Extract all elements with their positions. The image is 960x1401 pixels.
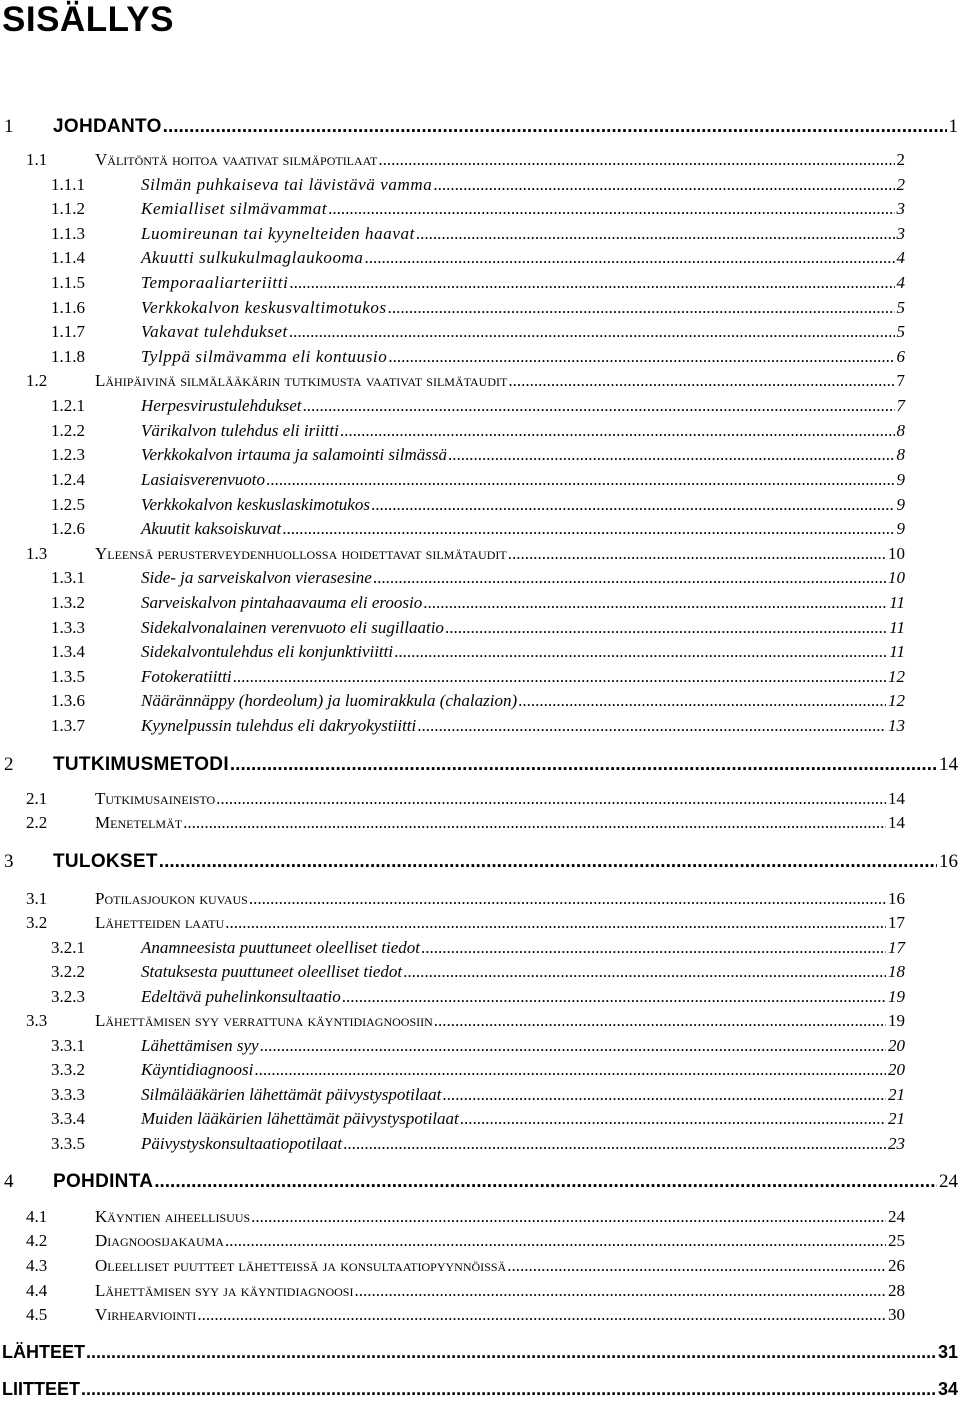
toc-entry-number: 2	[4, 754, 14, 775]
toc-entry-title: Luomireunan tai kyynelteiden haavat	[141, 224, 415, 243]
toc-entry[interactable]	[51, 691, 905, 711]
toc-entry-number: 1.1.6	[51, 298, 85, 317]
toc-entry-page: 28	[888, 1281, 905, 1300]
toc-entry-page: 21	[888, 1085, 905, 1104]
dot-leader	[154, 1171, 937, 1193]
toc-entry-title: Statuksesta puuttuneet oleelliset tiedot	[141, 962, 403, 981]
dot-leader	[183, 813, 886, 833]
toc-entry-number: 3.2	[26, 913, 48, 932]
toc-entry-title: Fotokeratiitti	[141, 667, 232, 686]
toc-entry[interactable]	[51, 519, 905, 539]
toc-entry-page: 21	[888, 1109, 905, 1128]
toc-entry[interactable]	[26, 544, 905, 564]
toc-entry-page: 7	[896, 396, 905, 415]
toc-entry-title: Sidekalvonalainen verenvuoto eli sugillaatio	[141, 618, 444, 637]
toc-entry[interactable]	[51, 495, 905, 515]
toc-entry-page: 23	[888, 1134, 905, 1153]
toc-entry-number: 4.5	[26, 1305, 48, 1324]
toc-entry-page: 5	[896, 322, 905, 341]
toc-entry[interactable]	[4, 116, 958, 138]
toc-entry-title: Lähetteiden laatu	[95, 913, 225, 932]
toc-entry-title: Sarveiskalvon pintahaavauma eli eroosio	[141, 593, 423, 612]
dot-leader	[371, 495, 895, 515]
toc-entry-page: 30	[888, 1305, 905, 1324]
page-title: SISÄLLYS	[2, 0, 174, 39]
dot-leader	[225, 1231, 886, 1251]
toc-entry-page: 20	[888, 1036, 905, 1055]
toc-entry-number: 1.2.2	[51, 421, 85, 440]
toc-entry-page: 12	[888, 691, 905, 710]
dot-leader	[303, 396, 895, 416]
toc-entry[interactable]	[51, 1085, 905, 1105]
toc-entry-title: Lasiaisverenvuoto	[141, 470, 266, 489]
toc-entry-number: 3.3.2	[51, 1060, 85, 1079]
toc-entry-number: 1.1.2	[51, 199, 85, 218]
toc-entry-page: 17	[888, 938, 905, 957]
toc-entry-page: 13	[888, 716, 905, 735]
toc-entry-page: 19	[888, 987, 905, 1006]
toc-entry-number: 1.2.1	[51, 396, 85, 415]
dot-leader	[328, 199, 894, 219]
toc-entry-title: Anamneesista puuttuneet oleelliset tiedot	[141, 938, 421, 957]
toc-entry-number: 2.1	[26, 789, 48, 808]
toc-entry-page: 20	[888, 1060, 905, 1079]
toc-entry-title: Käyntien aiheellisuus	[95, 1207, 251, 1226]
toc-entry-number: 4.3	[26, 1256, 48, 1275]
toc-entry[interactable]	[51, 938, 905, 958]
toc-entry-title: Välitöntä hoitoa vaativat silmäpotilaat	[95, 150, 378, 169]
toc-entry-title: Side- ja sarveiskalvon vierasesine	[141, 568, 372, 587]
toc-entry[interactable]	[26, 1231, 905, 1251]
toc-entry-title: Oleelliset puutteet lähetteissä ja konsultaatiopyynnöissä	[95, 1256, 507, 1275]
toc-entry-title: Herpesvirustulehdukset	[141, 396, 302, 415]
dot-leader	[507, 1256, 886, 1276]
toc-entry-number: 1.3.1	[51, 568, 85, 587]
dot-leader	[340, 421, 895, 441]
toc-entry[interactable]	[26, 1256, 905, 1276]
toc-entry-number: 4.4	[26, 1281, 48, 1300]
dot-leader	[433, 175, 894, 195]
toc-entry-page: 24	[888, 1207, 905, 1226]
dot-leader	[266, 470, 894, 490]
toc-entry-page: 17	[888, 913, 905, 932]
dot-leader	[448, 445, 895, 465]
toc-entry-title: JOHDANTO	[53, 116, 162, 137]
toc-entry-title: Diagnoosijakauma	[95, 1231, 224, 1250]
toc-entry-number: 3	[4, 851, 14, 872]
toc-entry-number: 1	[4, 116, 14, 137]
toc-entry-number: 1.1.3	[51, 224, 85, 243]
toc-entry-number: 1.1.8	[51, 347, 85, 366]
toc-entry-number: 1.3.5	[51, 667, 85, 686]
dot-leader	[373, 568, 886, 588]
toc-entry[interactable]	[51, 618, 905, 638]
toc-entry-number: 1.1	[26, 150, 48, 169]
dot-leader	[354, 1281, 886, 1301]
toc-entry-title: Lähipäivinä silmälääkärin tutkimusta vaativat silmätaudit	[95, 371, 508, 390]
toc-entry[interactable]	[51, 298, 905, 318]
dot-leader	[518, 691, 886, 711]
dot-leader	[254, 1060, 886, 1080]
toc-entry-number: 3.3.3	[51, 1085, 85, 1104]
toc-entry-number: 1.2.3	[51, 445, 85, 464]
toc-entry-number: 2.2	[26, 813, 48, 832]
toc-entry[interactable]	[26, 1207, 905, 1227]
toc-entry[interactable]	[51, 1109, 905, 1129]
toc-entry[interactable]	[4, 1171, 958, 1193]
toc-entry[interactable]	[51, 445, 905, 465]
toc-entry-title: Akuutit kaksoiskuvat	[141, 519, 282, 538]
toc-entry-number: 3.3.1	[51, 1036, 85, 1055]
toc-entry[interactable]	[51, 1036, 905, 1056]
toc-entry-page: 9	[896, 519, 905, 538]
toc-entry-page: 10	[888, 568, 905, 587]
toc-entry[interactable]	[26, 789, 905, 809]
toc-entry[interactable]	[2, 1342, 958, 1363]
dot-leader	[216, 789, 886, 809]
toc-entry-page: 25	[888, 1231, 905, 1250]
toc-entry-title: Kemialliset silmävammat	[141, 199, 328, 218]
toc-entry-title: Silmän puhkaiseva tai lävistävä vamma	[141, 175, 433, 194]
toc-entry-number: 1.1.4	[51, 248, 85, 267]
toc-entry-title: Akuutti sulkukulmaglaukooma	[141, 248, 364, 267]
toc-entry-title: Muiden lääkärien lähettämät päivystyspotilaat	[141, 1109, 459, 1128]
toc-entry[interactable]	[51, 322, 905, 342]
toc-entry[interactable]	[26, 913, 905, 933]
dot-leader	[342, 987, 886, 1007]
toc-entry-page: 16	[888, 889, 905, 908]
toc-entry-number: 1.3.4	[51, 642, 85, 661]
dot-leader	[225, 913, 886, 933]
dot-leader	[86, 1342, 936, 1363]
dot-leader	[421, 938, 886, 958]
toc-entry[interactable]	[51, 347, 905, 367]
toc-entry[interactable]	[51, 987, 905, 1007]
toc-entry[interactable]	[51, 962, 905, 982]
dot-leader	[230, 754, 937, 776]
toc-entry[interactable]	[26, 1305, 905, 1325]
dot-leader	[282, 519, 894, 539]
toc-entry-title: Virhearviointi	[95, 1305, 197, 1324]
toc-entry-page: 4	[896, 248, 905, 267]
toc-entry-page: 2	[896, 175, 905, 194]
dot-leader	[417, 716, 886, 736]
dot-leader	[378, 150, 894, 170]
dot-leader	[163, 116, 947, 138]
dot-leader	[388, 298, 895, 318]
toc-entry-title: Värikalvon tulehdus eli iriitti	[141, 421, 339, 440]
toc-entry[interactable]	[26, 813, 905, 833]
toc-entry-number: 3.3.4	[51, 1109, 85, 1128]
dot-leader	[508, 544, 886, 564]
toc-entry-page: 11	[889, 642, 905, 661]
toc-entry-title: Menetelmät	[95, 813, 183, 832]
toc-entry[interactable]	[51, 470, 905, 490]
dot-leader	[81, 1379, 936, 1400]
dot-leader	[233, 667, 886, 687]
toc-entry-page: 10	[888, 544, 905, 563]
dot-leader	[197, 1305, 886, 1325]
dot-leader	[251, 1207, 886, 1227]
toc-entry-page: 8	[896, 445, 905, 464]
toc-entry-page: 6	[896, 347, 905, 366]
toc-entry-title: Verkkokalvon irtauma ja salamointi silmässä	[141, 445, 447, 464]
toc-entry[interactable]	[51, 593, 905, 613]
toc-entry-title: Lähettämisen syy	[141, 1036, 259, 1055]
toc-entry-number: 1.2.5	[51, 495, 85, 514]
toc-entry-number: 3.2.3	[51, 987, 85, 1006]
toc-entry-page: 14	[888, 789, 905, 808]
toc-entry-number: 3.1	[26, 889, 48, 908]
toc-entry-title: TULOKSET	[53, 851, 158, 872]
dot-leader	[508, 371, 894, 391]
toc-entry-number: 1.1.7	[51, 322, 85, 341]
toc-entry[interactable]	[51, 1060, 905, 1080]
toc-entry[interactable]	[4, 851, 958, 873]
dot-leader	[423, 593, 887, 613]
toc-entry-page: 12	[888, 667, 905, 686]
toc-entry[interactable]	[26, 150, 905, 170]
toc-entry-number: 1.2.4	[51, 470, 85, 489]
toc-entry-number: 1.3.2	[51, 593, 85, 612]
toc-entry-title: POHDINTA	[53, 1171, 154, 1192]
toc-entry[interactable]	[51, 568, 905, 588]
dot-leader	[289, 273, 894, 293]
toc-entry-number: 1.2	[26, 371, 48, 390]
dot-leader	[460, 1109, 886, 1129]
toc-entry-page: 9	[896, 470, 905, 489]
dot-leader	[394, 642, 887, 662]
toc-entry[interactable]	[2, 1379, 958, 1400]
toc-entry[interactable]	[26, 1281, 905, 1301]
dot-leader	[445, 618, 887, 638]
toc-entry[interactable]	[51, 667, 905, 687]
toc-entry-title: Silmälääkärien lähettämät päivystyspotilaat	[141, 1085, 442, 1104]
toc-entry-page: 4	[896, 273, 905, 292]
toc-entry[interactable]	[51, 1134, 905, 1154]
toc-entry[interactable]	[51, 396, 905, 416]
dot-leader	[260, 1036, 886, 1056]
toc-entry-title: Verkkokalvon keskuslaskimotukos	[141, 495, 370, 514]
toc-entry[interactable]	[51, 199, 905, 219]
toc-entry-title: Temporaaliarteriitti	[141, 273, 289, 292]
toc-entry-title: Näärännäppy (hordeolum) ja luomirakkula (chalazion)	[141, 691, 518, 710]
toc-entry-title: Tylppä silmävamma eli kontuusio	[141, 347, 388, 366]
toc-entry-title: Edeltävä puhelinkonsultaatio	[141, 987, 341, 1006]
toc-entry-page: 1	[948, 116, 958, 137]
toc-entry[interactable]	[4, 754, 958, 776]
toc-entry[interactable]	[51, 716, 905, 736]
toc-entry-title: Potilasjoukon kuvaus	[95, 889, 248, 908]
toc-entry-number: 4	[4, 1171, 14, 1192]
toc-entry-page: 8	[896, 421, 905, 440]
toc-entry[interactable]	[26, 1011, 905, 1031]
dot-leader	[388, 347, 894, 367]
toc-entry[interactable]	[51, 421, 905, 441]
dot-leader	[403, 962, 886, 982]
toc-entry-page: 3	[896, 199, 905, 218]
toc-entry[interactable]	[51, 642, 905, 662]
toc-entry[interactable]	[51, 175, 905, 195]
toc-entry[interactable]	[26, 889, 905, 909]
toc-entry-number: 3.3.5	[51, 1134, 85, 1153]
toc-entry-title: Käyntidiagnoosi	[141, 1060, 254, 1079]
toc-entry-title: Verkkokalvon keskusvaltimotukos	[141, 298, 387, 317]
toc-entry-number: 3.2.2	[51, 962, 85, 981]
toc-entry-page: 18	[888, 962, 905, 981]
toc-entry-title: Yleensä perusterveydenhuollossa hoidettavat silmätaudit	[95, 544, 507, 563]
toc-entry-page: 31	[937, 1342, 958, 1362]
dot-leader	[365, 248, 895, 268]
toc-entry-page: 34	[937, 1379, 958, 1399]
toc-entry-page: 9	[896, 495, 905, 514]
toc-entry-number: 3.2.1	[51, 938, 85, 957]
toc-entry[interactable]	[51, 273, 905, 293]
toc-entry-number: 1.3.6	[51, 691, 85, 710]
toc-entry-number: 4.2	[26, 1231, 48, 1250]
toc-entry-title: LIITTEET	[2, 1379, 80, 1399]
toc-entry-title: Lähettämisen syy ja käyntidiagnoosi	[95, 1281, 354, 1300]
toc-entry-page: 14	[939, 754, 958, 775]
toc-entry-page: 11	[889, 618, 905, 637]
toc-entry-title: LÄHTEET	[2, 1342, 85, 1362]
toc-entry-page: 7	[896, 371, 905, 390]
toc-entry-title: Kyynelpussin tulehdus eli dakryokystiitti	[141, 716, 417, 735]
toc-entry-title: Vakavat tulehdukset	[141, 322, 288, 341]
toc-entry-page: 16	[939, 851, 958, 872]
toc-entry-title: Päivystyskonsultaatiopotilaat	[141, 1134, 343, 1153]
toc-entry-page: 26	[888, 1256, 905, 1275]
toc-entry-number: 3.3	[26, 1011, 48, 1030]
toc-entry-title: TUTKIMUSMETODI	[53, 754, 229, 775]
toc-entry-number: 1.3.7	[51, 716, 85, 735]
toc-entry-page: 14	[888, 813, 905, 832]
toc-entry-number: 1.3.3	[51, 618, 85, 637]
toc-entry-page: 11	[889, 593, 905, 612]
toc-entry-page: 19	[888, 1011, 905, 1030]
dot-leader	[416, 224, 895, 244]
toc-entry-number: 4.1	[26, 1207, 48, 1226]
toc-entry-title: Tutkimusaineisto	[95, 789, 216, 808]
toc-entry-title: Sidekalvontulehdus eli konjunktiviitti	[141, 642, 394, 661]
toc-entry-number: 1.2.6	[51, 519, 85, 538]
dot-leader	[442, 1085, 886, 1105]
toc-entry-number: 1.1.5	[51, 273, 85, 292]
toc-entry[interactable]	[51, 248, 905, 268]
dot-leader	[343, 1134, 886, 1154]
toc-entry-number: 1.1.1	[51, 175, 85, 194]
dot-leader	[159, 851, 937, 873]
toc-entry[interactable]	[26, 371, 905, 391]
toc-entry-page: 2	[896, 150, 905, 169]
dot-leader	[289, 322, 895, 342]
toc-entry-title: Lähettämisen syy verrattuna käyntidiagnoosiin	[95, 1011, 433, 1030]
toc-entry-page: 5	[896, 298, 905, 317]
toc-entry-page: 3	[896, 224, 905, 243]
toc-entry-page: 24	[939, 1171, 958, 1192]
toc-entry[interactable]	[51, 224, 905, 244]
dot-leader	[434, 1011, 886, 1031]
dot-leader	[249, 889, 886, 909]
toc-entry-number: 1.3	[26, 544, 48, 563]
